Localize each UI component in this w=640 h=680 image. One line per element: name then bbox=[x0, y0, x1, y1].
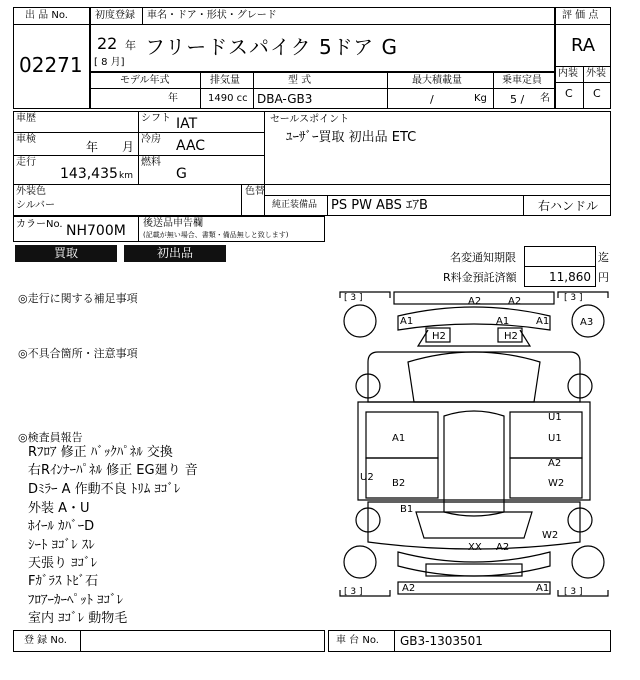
ac: AAC bbox=[176, 138, 206, 154]
repaint-label: 色替 bbox=[245, 186, 265, 197]
inspector-line: Dﾐﾗｰ A 作動不良 ﾄﾘﾑ ﾖｺﾞﾚ bbox=[28, 482, 181, 497]
color-label: 外装色 bbox=[16, 186, 46, 197]
lot-no: 02271 bbox=[19, 53, 83, 77]
mileage: 143,435 bbox=[60, 166, 118, 182]
displacement-label: 排気量 bbox=[210, 75, 240, 86]
damage-mark: B1 bbox=[400, 504, 414, 515]
capacity-unit: 名 bbox=[540, 93, 550, 104]
reg-no-label: 登 録 No. bbox=[24, 635, 67, 646]
inspection-month: 月 bbox=[122, 140, 135, 154]
sales-point-label: セールスポイント bbox=[270, 114, 350, 125]
damage-mark: W2 bbox=[542, 530, 559, 541]
damage-mark: A1 bbox=[392, 433, 406, 444]
model-type: DBA-GB3 bbox=[257, 92, 313, 106]
max-load: / bbox=[430, 93, 434, 106]
history-label: 車歴 bbox=[16, 113, 36, 124]
chassis-label: 車 台 No. bbox=[336, 635, 379, 646]
damage-mark: A1 bbox=[496, 316, 510, 327]
reg-year-unit: 年 bbox=[125, 39, 136, 52]
inspector-line: Rﾌﾛｱ 修正 ﾊﾞｯｸﾊﾟﾈﾙ 交換 bbox=[28, 445, 173, 460]
lot-no-label: 出 品 No. bbox=[25, 10, 68, 21]
shift: IAT bbox=[176, 116, 198, 132]
damage-mark: H2 bbox=[504, 331, 518, 342]
inspector-line: ﾌﾛｱｰｶｰﾍﾟｯﾄ ﾖｺﾞﾚ bbox=[28, 593, 124, 608]
color-no: NH700M bbox=[66, 223, 126, 239]
docs-note: (記載が無い場合、書類・備品無しと致します) bbox=[143, 231, 289, 239]
inspection-year: 年 bbox=[86, 140, 99, 154]
interior-label: 内装 bbox=[558, 68, 578, 79]
sales-point: ﾕｰｻﾞｰ買取 初出品 ETC bbox=[286, 130, 417, 145]
name-label: 車名・ドア・形状・グレード bbox=[147, 10, 277, 21]
damage-mark: W2 bbox=[548, 478, 565, 489]
damage-mark: H2 bbox=[432, 331, 446, 342]
tag-first-listing: 初出品 bbox=[124, 245, 226, 262]
damage-mark: A1 bbox=[536, 583, 550, 594]
type-label: 型 式 bbox=[288, 75, 312, 86]
recycle-unit: 円 bbox=[598, 271, 609, 284]
inspector-line: 右Rｲﾝﾅｰﾊﾟﾈﾙ 修正 EG廻り 音 bbox=[28, 463, 198, 478]
corner-label: [ 3 ] bbox=[344, 587, 363, 597]
model-year-unit: 年 bbox=[168, 93, 178, 104]
corner-label: [ 3 ] bbox=[564, 293, 583, 303]
fuel: G bbox=[176, 166, 187, 182]
model-year-label: モデル年式 bbox=[120, 75, 170, 86]
supplement-label: ◎走行に関する補足事項 bbox=[18, 292, 138, 305]
shift-label: シフト bbox=[141, 113, 171, 124]
reg-month: [ 8 月] bbox=[94, 57, 125, 68]
exterior-score: C bbox=[593, 87, 601, 100]
chassis-number: GB3-1303501 bbox=[400, 634, 483, 648]
inspector-line: ｼｰﾄ ﾖｺﾞﾚ ｽﾚ bbox=[28, 538, 95, 553]
ac-label: 冷房 bbox=[141, 134, 161, 145]
inspector-label: ◎検査員報告 bbox=[18, 431, 83, 444]
equipment-label: 純正装備品 bbox=[272, 200, 318, 210]
corner-label: [ 3 ] bbox=[564, 587, 583, 597]
inspector-line: 外装 A・U bbox=[28, 501, 90, 516]
inspector-line: 天張り ﾖｺﾞﾚ bbox=[28, 556, 98, 571]
damage-mark: B2 bbox=[392, 478, 406, 489]
car-damage-diagram bbox=[338, 290, 610, 630]
recycle-fee: 11,860 bbox=[549, 270, 591, 284]
damage-mark: U2 bbox=[360, 472, 374, 483]
steering: 右ハンドル bbox=[538, 199, 599, 213]
transfer-box bbox=[524, 246, 596, 267]
eval-score: RA bbox=[571, 35, 596, 56]
docs-label: 後送品申告欄 bbox=[143, 218, 203, 229]
damage-mark: A2 bbox=[468, 296, 482, 307]
damage-mark: A1 bbox=[536, 316, 550, 327]
inspection-label: 車検 bbox=[16, 134, 36, 145]
mileage-label: 走行 bbox=[16, 157, 36, 168]
max-load-label: 最大積載量 bbox=[412, 75, 462, 86]
color: シルバー bbox=[16, 200, 56, 211]
color-no-label: カラーNo. bbox=[16, 219, 63, 230]
inspector-line: Fｶﾞﾗｽ ﾄﾋﾞ石 bbox=[28, 574, 99, 589]
equipment: PS PW ABS ｴｱB bbox=[331, 198, 428, 213]
damage-mark: A2 bbox=[402, 583, 416, 594]
car-name: フリードスパイク 5ドア G bbox=[145, 35, 398, 59]
max-load-unit: Kg bbox=[474, 93, 487, 104]
damage-mark: A1 bbox=[400, 316, 414, 327]
defect-label: ◎不具合箇所・注意事項 bbox=[18, 347, 138, 360]
transfer-label: 名変通知期限 bbox=[450, 251, 516, 264]
damage-mark: XX bbox=[468, 542, 482, 553]
transfer-unit: 迄 bbox=[598, 251, 609, 264]
inspector-line: ﾎｲｰﾙ ｶﾊﾞｰD bbox=[28, 519, 95, 534]
inspector-line: 室内 ﾖｺﾞﾚ 動物毛 bbox=[28, 611, 128, 626]
reg-year: 22 bbox=[97, 34, 118, 53]
damage-mark: A2 bbox=[508, 296, 522, 307]
damage-mark: A3 bbox=[580, 317, 594, 328]
mileage-unit: km bbox=[119, 171, 133, 181]
tag-kaitori: 買取 bbox=[15, 245, 117, 262]
fuel-label: 燃料 bbox=[141, 157, 161, 168]
exterior-label: 外装 bbox=[586, 68, 606, 79]
eval-label: 評 価 点 bbox=[562, 10, 599, 21]
capacity-label: 乗車定員 bbox=[502, 75, 542, 86]
recycle-label: R料金預託済額 bbox=[443, 271, 517, 284]
displacement: 1490 cc bbox=[208, 93, 248, 104]
corner-label: [ 3 ] bbox=[344, 293, 363, 303]
damage-mark: U1 bbox=[548, 412, 562, 423]
capacity: 5 / bbox=[510, 93, 525, 106]
first-reg-label: 初度登録 bbox=[95, 10, 135, 21]
damage-mark: U1 bbox=[548, 433, 562, 444]
damage-mark: A2 bbox=[496, 542, 510, 553]
damage-mark: A2 bbox=[548, 458, 562, 469]
interior-score: C bbox=[565, 87, 573, 100]
